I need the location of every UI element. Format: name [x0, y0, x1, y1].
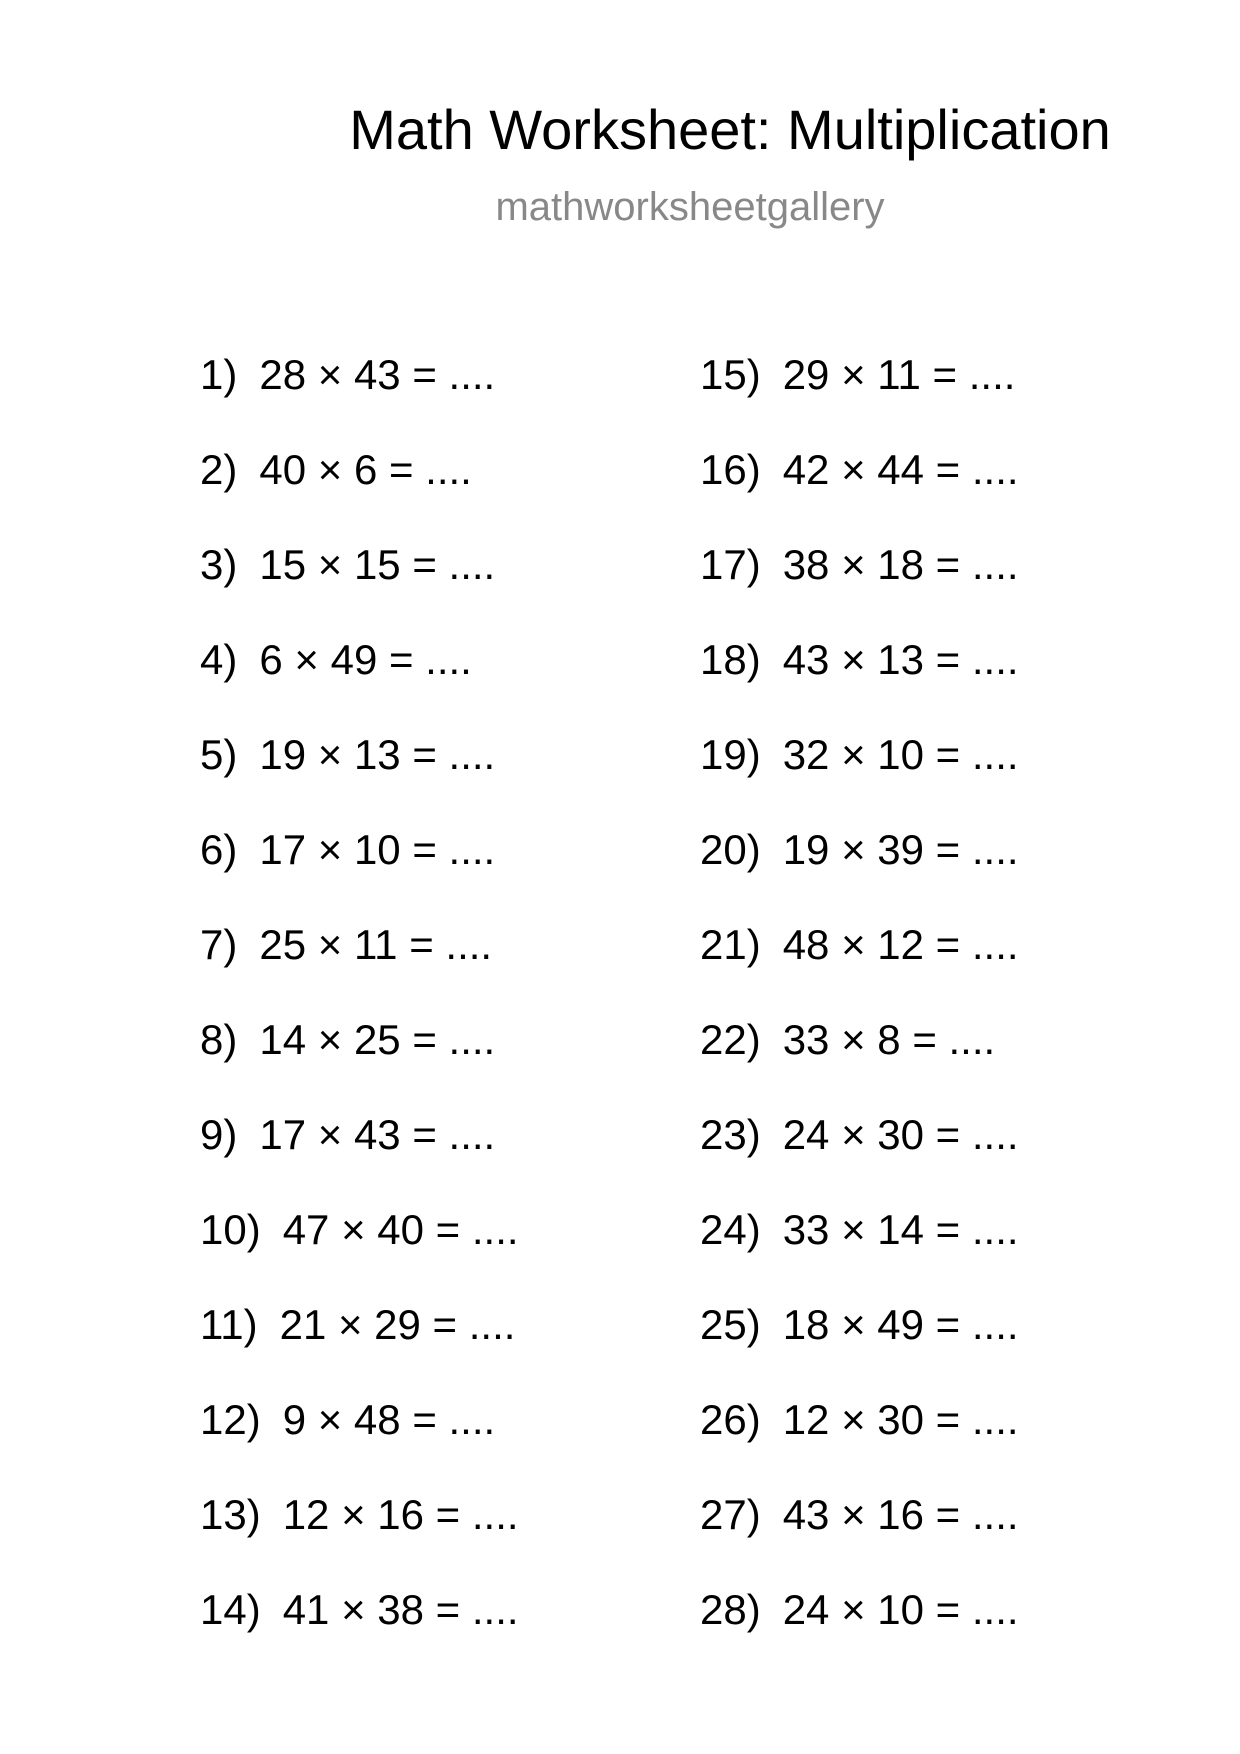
problem-number: 27): [700, 1491, 761, 1538]
problem-item: [200, 538, 519, 633]
problem-expression: 48 × 12 = ....: [782, 921, 1019, 968]
problem-item: [200, 1583, 519, 1678]
problem-item: [200, 728, 519, 823]
problem-number: 21): [700, 921, 761, 968]
page-title: Math Worksheet: Multiplication: [349, 98, 1111, 161]
problem-number: 11): [200, 1301, 258, 1348]
problem-item: [700, 1108, 1019, 1203]
problem-item: [200, 443, 519, 538]
problem-number: 5): [200, 731, 238, 778]
problem-item: [700, 823, 1019, 918]
problem-expression: 19 × 39 = ....: [782, 826, 1019, 873]
problem-item: [200, 1393, 519, 1488]
problem-item: [700, 1583, 1019, 1678]
problem-expression: 17 × 43 = ....: [259, 1111, 496, 1158]
problem-number: 9): [200, 1111, 238, 1158]
problem-expression: 43 × 13 = ....: [782, 636, 1019, 683]
problem-expression: 43 × 16 = ....: [782, 1491, 1019, 1538]
problem-item: [700, 1393, 1019, 1488]
problem-item: [200, 633, 519, 728]
problem-item: [700, 728, 1019, 823]
problem-number: 10): [200, 1206, 261, 1253]
problem-item: [200, 1488, 519, 1583]
problem-column-left: [200, 348, 519, 1678]
problem-expression: 33 × 14 = ....: [782, 1206, 1019, 1253]
problem-expression: 14 × 25 = ....: [259, 1016, 496, 1063]
problem-number: 26): [700, 1396, 761, 1443]
problem-item: [700, 538, 1019, 633]
problem-number: 20): [700, 826, 761, 873]
problem-expression: 19 × 13 = ....: [259, 731, 496, 778]
problem-expression: 33 × 8 = ....: [782, 1016, 996, 1063]
problem-number: 23): [700, 1111, 761, 1158]
problem-expression: 32 × 10 = ....: [782, 731, 1019, 778]
problem-expression: 17 × 10 = ....: [259, 826, 496, 873]
problem-expression: 15 × 15 = ....: [259, 541, 496, 588]
problem-number: 15): [700, 351, 761, 398]
problem-item: [200, 918, 519, 1013]
problem-expression: 12 × 30 = ....: [782, 1396, 1019, 1443]
problem-number: 4): [200, 636, 238, 683]
problem-item: [200, 348, 519, 443]
problem-expression: 40 × 6 = ....: [259, 446, 472, 493]
problem-number: 7): [200, 921, 238, 968]
problem-number: 16): [700, 446, 761, 493]
problem-expression: 12 × 16 = ....: [282, 1491, 519, 1538]
problem-item: [700, 443, 1019, 538]
problem-item: [700, 1298, 1019, 1393]
problem-expression: 38 × 18 = ....: [782, 541, 1019, 588]
problem-expression: 24 × 10 = ....: [782, 1586, 1019, 1633]
problem-number: 24): [700, 1206, 761, 1253]
problem-item: [700, 348, 1019, 443]
problem-expression: 25 × 11 = ....: [259, 921, 493, 968]
problem-expression: 18 × 49 = ....: [782, 1301, 1019, 1348]
page-subtitle: mathworksheetgallery: [495, 185, 885, 229]
problem-number: 18): [700, 636, 761, 683]
problem-expression: 24 × 30 = ....: [782, 1111, 1019, 1158]
problem-number: 14): [200, 1586, 261, 1633]
problem-item: [200, 1298, 519, 1393]
problem-number: 12): [200, 1396, 261, 1443]
problem-number: 3): [200, 541, 238, 588]
problem-item: [700, 633, 1019, 728]
problem-item: [200, 823, 519, 918]
problem-number: 25): [700, 1301, 761, 1348]
problem-expression: 42 × 44 = ....: [782, 446, 1019, 493]
problem-item: [700, 1488, 1019, 1583]
problem-number: 6): [200, 826, 238, 873]
problem-number: 8): [200, 1016, 238, 1063]
problem-expression: 29 × 11 = ....: [782, 351, 1016, 398]
problem-expression: 28 × 43 = ....: [259, 351, 496, 398]
problem-expression: 41 × 38 = ....: [282, 1586, 519, 1633]
problem-number: 19): [700, 731, 761, 778]
problem-item: [200, 1203, 519, 1298]
problem-expression: 47 × 40 = ....: [282, 1206, 519, 1253]
problem-column-right: [700, 348, 1019, 1678]
problem-expression: 9 × 48 = ....: [282, 1396, 496, 1443]
problem-item: [200, 1108, 519, 1203]
problem-number: 13): [200, 1491, 261, 1538]
problem-item: [700, 1203, 1019, 1298]
problem-number: 17): [700, 541, 761, 588]
problem-item: [700, 1013, 1019, 1108]
problem-number: 22): [700, 1016, 761, 1063]
problem-number: 2): [200, 446, 238, 493]
problem-expression: 6 × 49 = ....: [259, 636, 472, 683]
problem-number: 1): [200, 351, 238, 398]
problem-number: 28): [700, 1586, 761, 1633]
problem-item: [200, 1013, 519, 1108]
problem-item: [700, 918, 1019, 1013]
problem-expression: 21 × 29 = ....: [279, 1301, 516, 1348]
